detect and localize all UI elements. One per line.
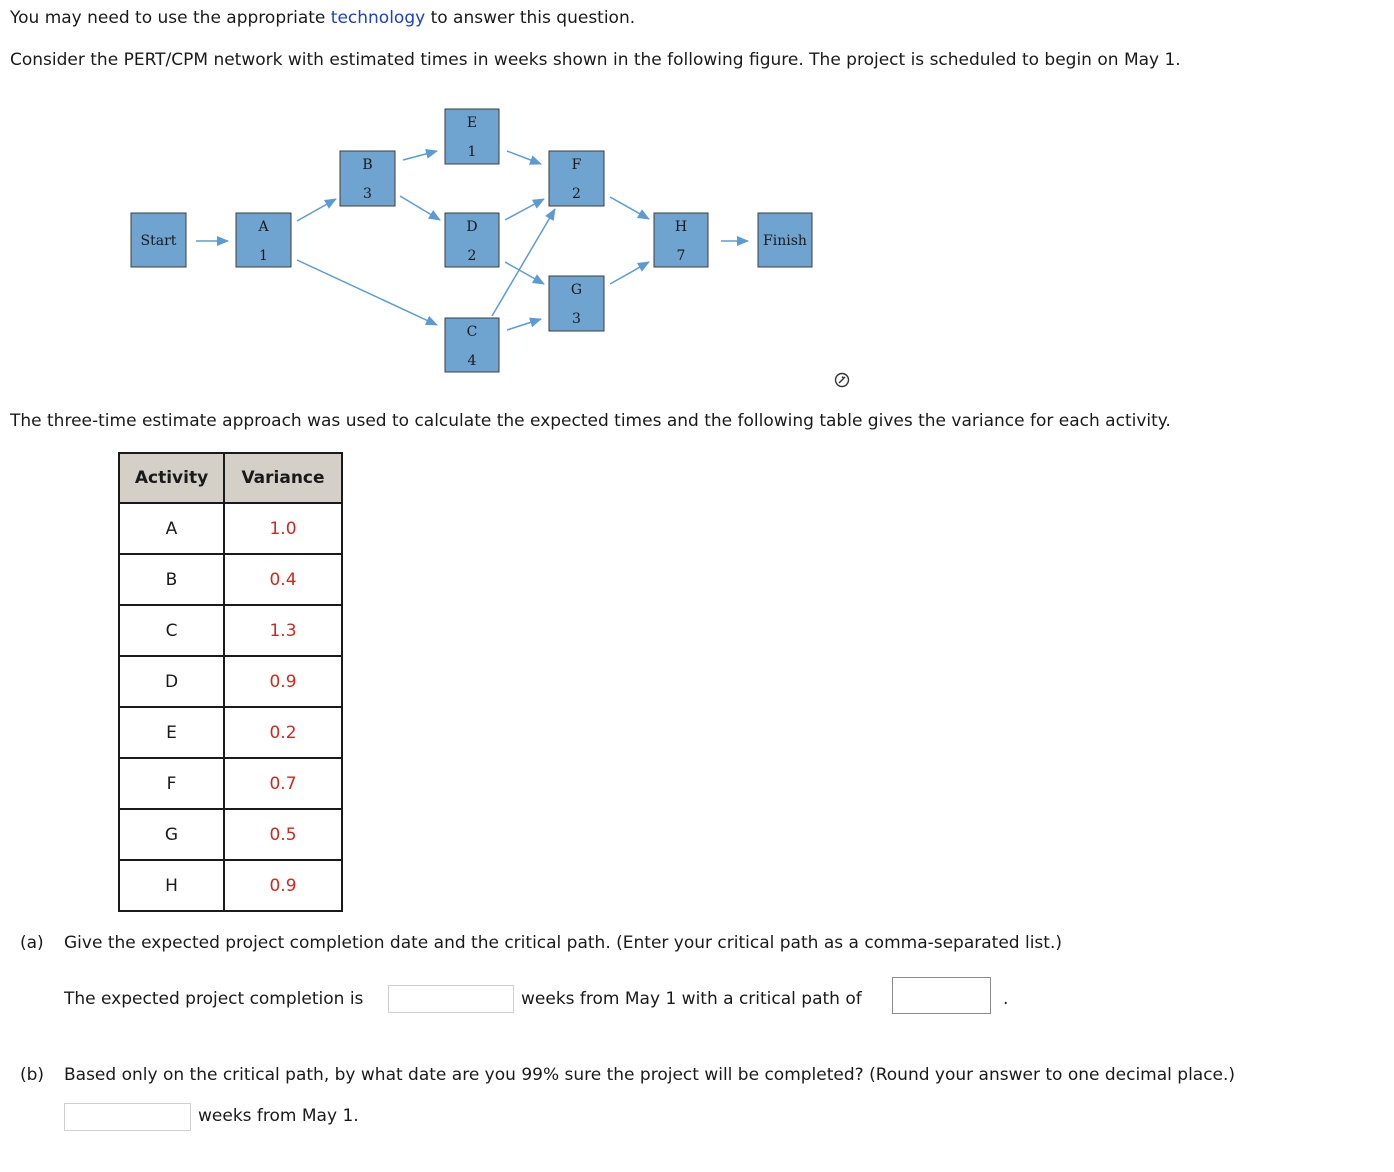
- node-a: [236, 213, 291, 267]
- part-b-label: (b): [20, 1065, 45, 1085]
- variance-intro: The three-time estimate approach was used to calculate the expected times and the following table gives the variance for each activity.: [10, 411, 1171, 431]
- pert-network-diagram: [0, 0, 1394, 400]
- node-label: Finish: [763, 233, 807, 249]
- node-d: [445, 213, 499, 267]
- variance-cell: 0.5: [224, 809, 342, 860]
- table-row: [119, 554, 342, 605]
- node-c: [445, 318, 499, 372]
- activity-cell: E: [119, 707, 224, 758]
- node-finish: [758, 213, 812, 267]
- node-time: 3: [572, 311, 581, 327]
- arrow-b-to-d: [400, 196, 440, 220]
- activity-cell: D: [119, 656, 224, 707]
- node-time: 4: [467, 353, 477, 369]
- node-time: 1: [467, 144, 477, 160]
- node-label: A: [258, 219, 269, 235]
- variance-cell: 1.3: [224, 605, 342, 656]
- node-start: [131, 213, 186, 267]
- arrow-b-to-e: [403, 151, 437, 160]
- column-header-variance: Variance: [224, 453, 342, 503]
- info-icon[interactable]: [834, 372, 850, 388]
- table-row: [119, 809, 342, 860]
- intro-text-before: You may need to use the appropriate: [10, 8, 331, 28]
- problem-statement: Consider the PERT/CPM network with estimated times in weeks shown in the following figure. The project is scheduled to begin on May 1.: [10, 50, 1181, 70]
- arrow-d-to-f: [505, 199, 544, 220]
- arrow-g-to-h: [610, 262, 649, 284]
- variance-cell: 0.7: [224, 758, 342, 809]
- node-time: 7: [676, 248, 686, 264]
- completion-weeks-input[interactable]: [388, 985, 514, 1013]
- arrow-c-to-g: [507, 319, 541, 330]
- table-row: [119, 707, 342, 758]
- activity-cell: F: [119, 758, 224, 809]
- variance-table-header-row: [119, 453, 342, 503]
- column-header-activity: Activity: [119, 453, 224, 503]
- node-label: Start: [140, 233, 177, 249]
- variance-cell: 0.9: [224, 860, 342, 911]
- table-row: [119, 758, 342, 809]
- table-row: [119, 605, 342, 656]
- node-g: [549, 276, 604, 331]
- node-label: D: [466, 219, 478, 235]
- variance-cell: 0.2: [224, 707, 342, 758]
- node-b: [340, 151, 395, 206]
- activity-cell: H: [119, 860, 224, 911]
- variance-table: [118, 452, 343, 912]
- table-row: [119, 656, 342, 707]
- activity-cell: B: [119, 554, 224, 605]
- activity-cell: A: [119, 503, 224, 554]
- arrow-c-to-f: [492, 209, 555, 316]
- node-h: [654, 213, 708, 267]
- intro-text-after: to answer this question.: [425, 8, 636, 28]
- technology-link[interactable]: technology: [330, 8, 426, 28]
- node-label: H: [674, 219, 688, 235]
- arrow-a-to-c: [297, 260, 437, 325]
- part-a-text-end: .: [1003, 989, 1009, 1009]
- part-a-text-middle: weeks from May 1 with a critical path of: [521, 989, 862, 1009]
- arrow-f-to-h: [610, 197, 649, 219]
- node-label: G: [570, 282, 583, 298]
- node-time: 2: [572, 186, 581, 202]
- node-time: 3: [363, 186, 372, 202]
- node-label: E: [466, 115, 478, 131]
- table-row: [119, 503, 342, 554]
- ninety-nine-percent-input[interactable]: [64, 1103, 191, 1131]
- arrow-a-to-b: [297, 199, 336, 221]
- part-a-text-before: The expected project completion is: [64, 989, 364, 1009]
- critical-path-input[interactable]: [892, 977, 991, 1014]
- node-f: [549, 151, 604, 206]
- activity-cell: C: [119, 605, 224, 656]
- variance-cell: 0.4: [224, 554, 342, 605]
- variance-cell: 1.0: [224, 503, 342, 554]
- node-label: F: [571, 157, 582, 173]
- node-label: C: [466, 324, 478, 340]
- node-e: [445, 109, 499, 164]
- arrow-d-to-g: [505, 262, 544, 284]
- table-row: [119, 860, 342, 911]
- node-label: B: [362, 157, 373, 173]
- part-a-label: (a): [20, 933, 44, 953]
- part-b-question: Based only on the critical path, by what date are you 99% sure the project will be completed? (Round your answer to one decimal place.): [64, 1065, 1236, 1085]
- part-a-question: Give the expected project completion date and the critical path. (Enter your critical path as a comma-separated list.): [64, 933, 1062, 953]
- node-time: 1: [259, 248, 268, 264]
- activity-cell: G: [119, 809, 224, 860]
- arrow-e-to-f: [507, 151, 541, 164]
- node-time: 2: [467, 248, 477, 264]
- variance-cell: 0.9: [224, 656, 342, 707]
- part-b-text-after: weeks from May 1.: [198, 1106, 359, 1126]
